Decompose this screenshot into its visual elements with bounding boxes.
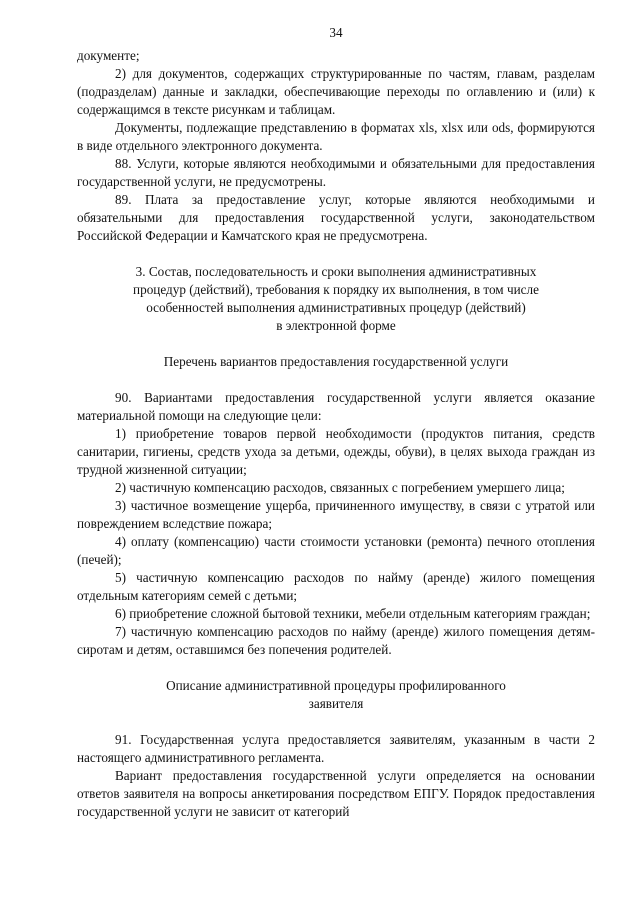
- paragraph-formats: Документы, подлежащие представлению в форматах xls, xlsx или ods, формируются в виде отдельного электронного документа.: [77, 120, 595, 153]
- section-3-heading-line: процедур (действий), требования к порядку их выполнения, в том числе: [133, 282, 539, 297]
- paragraph-variant: Вариант предоставления государственной услуги определяется на основании ответов заявителя на вопросы анкетирования посредством ЕПГУ. Порядок предоставления государственной услуги не зависит от категорий: [77, 768, 595, 819]
- paragraph-88: 88. Услуги, которые являются необходимыми и обязательными для предоставления государственной услуги, не предусмотрены.: [77, 156, 595, 189]
- subheading-procedure-line: Описание административной процедуры профилированного: [166, 678, 506, 693]
- list-item: 6) приобретение сложной бытовой техники, мебели отдельным категориям граждан;: [115, 606, 591, 621]
- section-3-heading-line: 3. Состав, последовательность и сроки выполнения административных: [135, 264, 537, 279]
- subheading-variants: Перечень вариантов предоставления государственной услуги: [163, 354, 509, 369]
- section-3-heading-line: в электронной форме: [276, 318, 396, 333]
- page-number: 34: [329, 25, 343, 40]
- subheading-procedure-line: заявителя: [308, 696, 364, 711]
- subheading-procedure: [77, 677, 595, 713]
- list-item: 3) частичное возмещение ущерба, причиненного имуществу, в связи с утратой или повреждением вследствие пожара;: [77, 498, 595, 531]
- paragraph-item-2: 2) для документов, содержащих структурированные по частям, главам, разделам (подразделам) данные и закладки, обеспечивающие переходы по оглавлению и (или) к содержащимся в тексте рисункам и таблицам.: [77, 66, 595, 117]
- list-item: 7) частичную компенсацию расходов по найму (аренде) жилого помещения детям-сиротам и детям, оставшимся без попечения родителей.: [77, 624, 595, 657]
- paragraph-90: 90. Вариантами предоставления государственной услуги является оказание материальной помощи на следующие цели:: [77, 390, 595, 423]
- paragraph-89: 89. Плата за предоставление услуг, которые являются необходимыми и обязательными для предоставления государственной услуги, законодательством Российской Федерации и Камчатского края не предусмотрена.: [77, 192, 595, 243]
- list-item: 4) оплату (компенсацию) части стоимости установки (ремонта) печного отопления (печей);: [77, 534, 595, 567]
- document-page: [77, 24, 595, 821]
- paragraph-91: 91. Государственная услуга предоставляется заявителям, указанным в части 2 настоящего административного регламента.: [77, 732, 595, 765]
- paragraph-continuation: документе;: [77, 48, 140, 63]
- section-3-heading-line: особенностей выполнения административных процедур (действий): [146, 300, 526, 315]
- list-item: 1) приобретение товаров первой необходимости (продуктов питания, средств санитарии, гигиены, средств ухода за детьми, одежды, обуви), в целях выхода граждан из трудной жизненной ситуации;: [77, 426, 595, 477]
- list-item: 2) частичную компенсацию расходов, связанных с погребением умершего лица;: [115, 480, 565, 495]
- section-3-heading: [77, 263, 595, 335]
- list-item: 5) частичную компенсацию расходов по найму (аренде) жилого помещения отдельным категориям семей с детьми;: [77, 570, 595, 603]
